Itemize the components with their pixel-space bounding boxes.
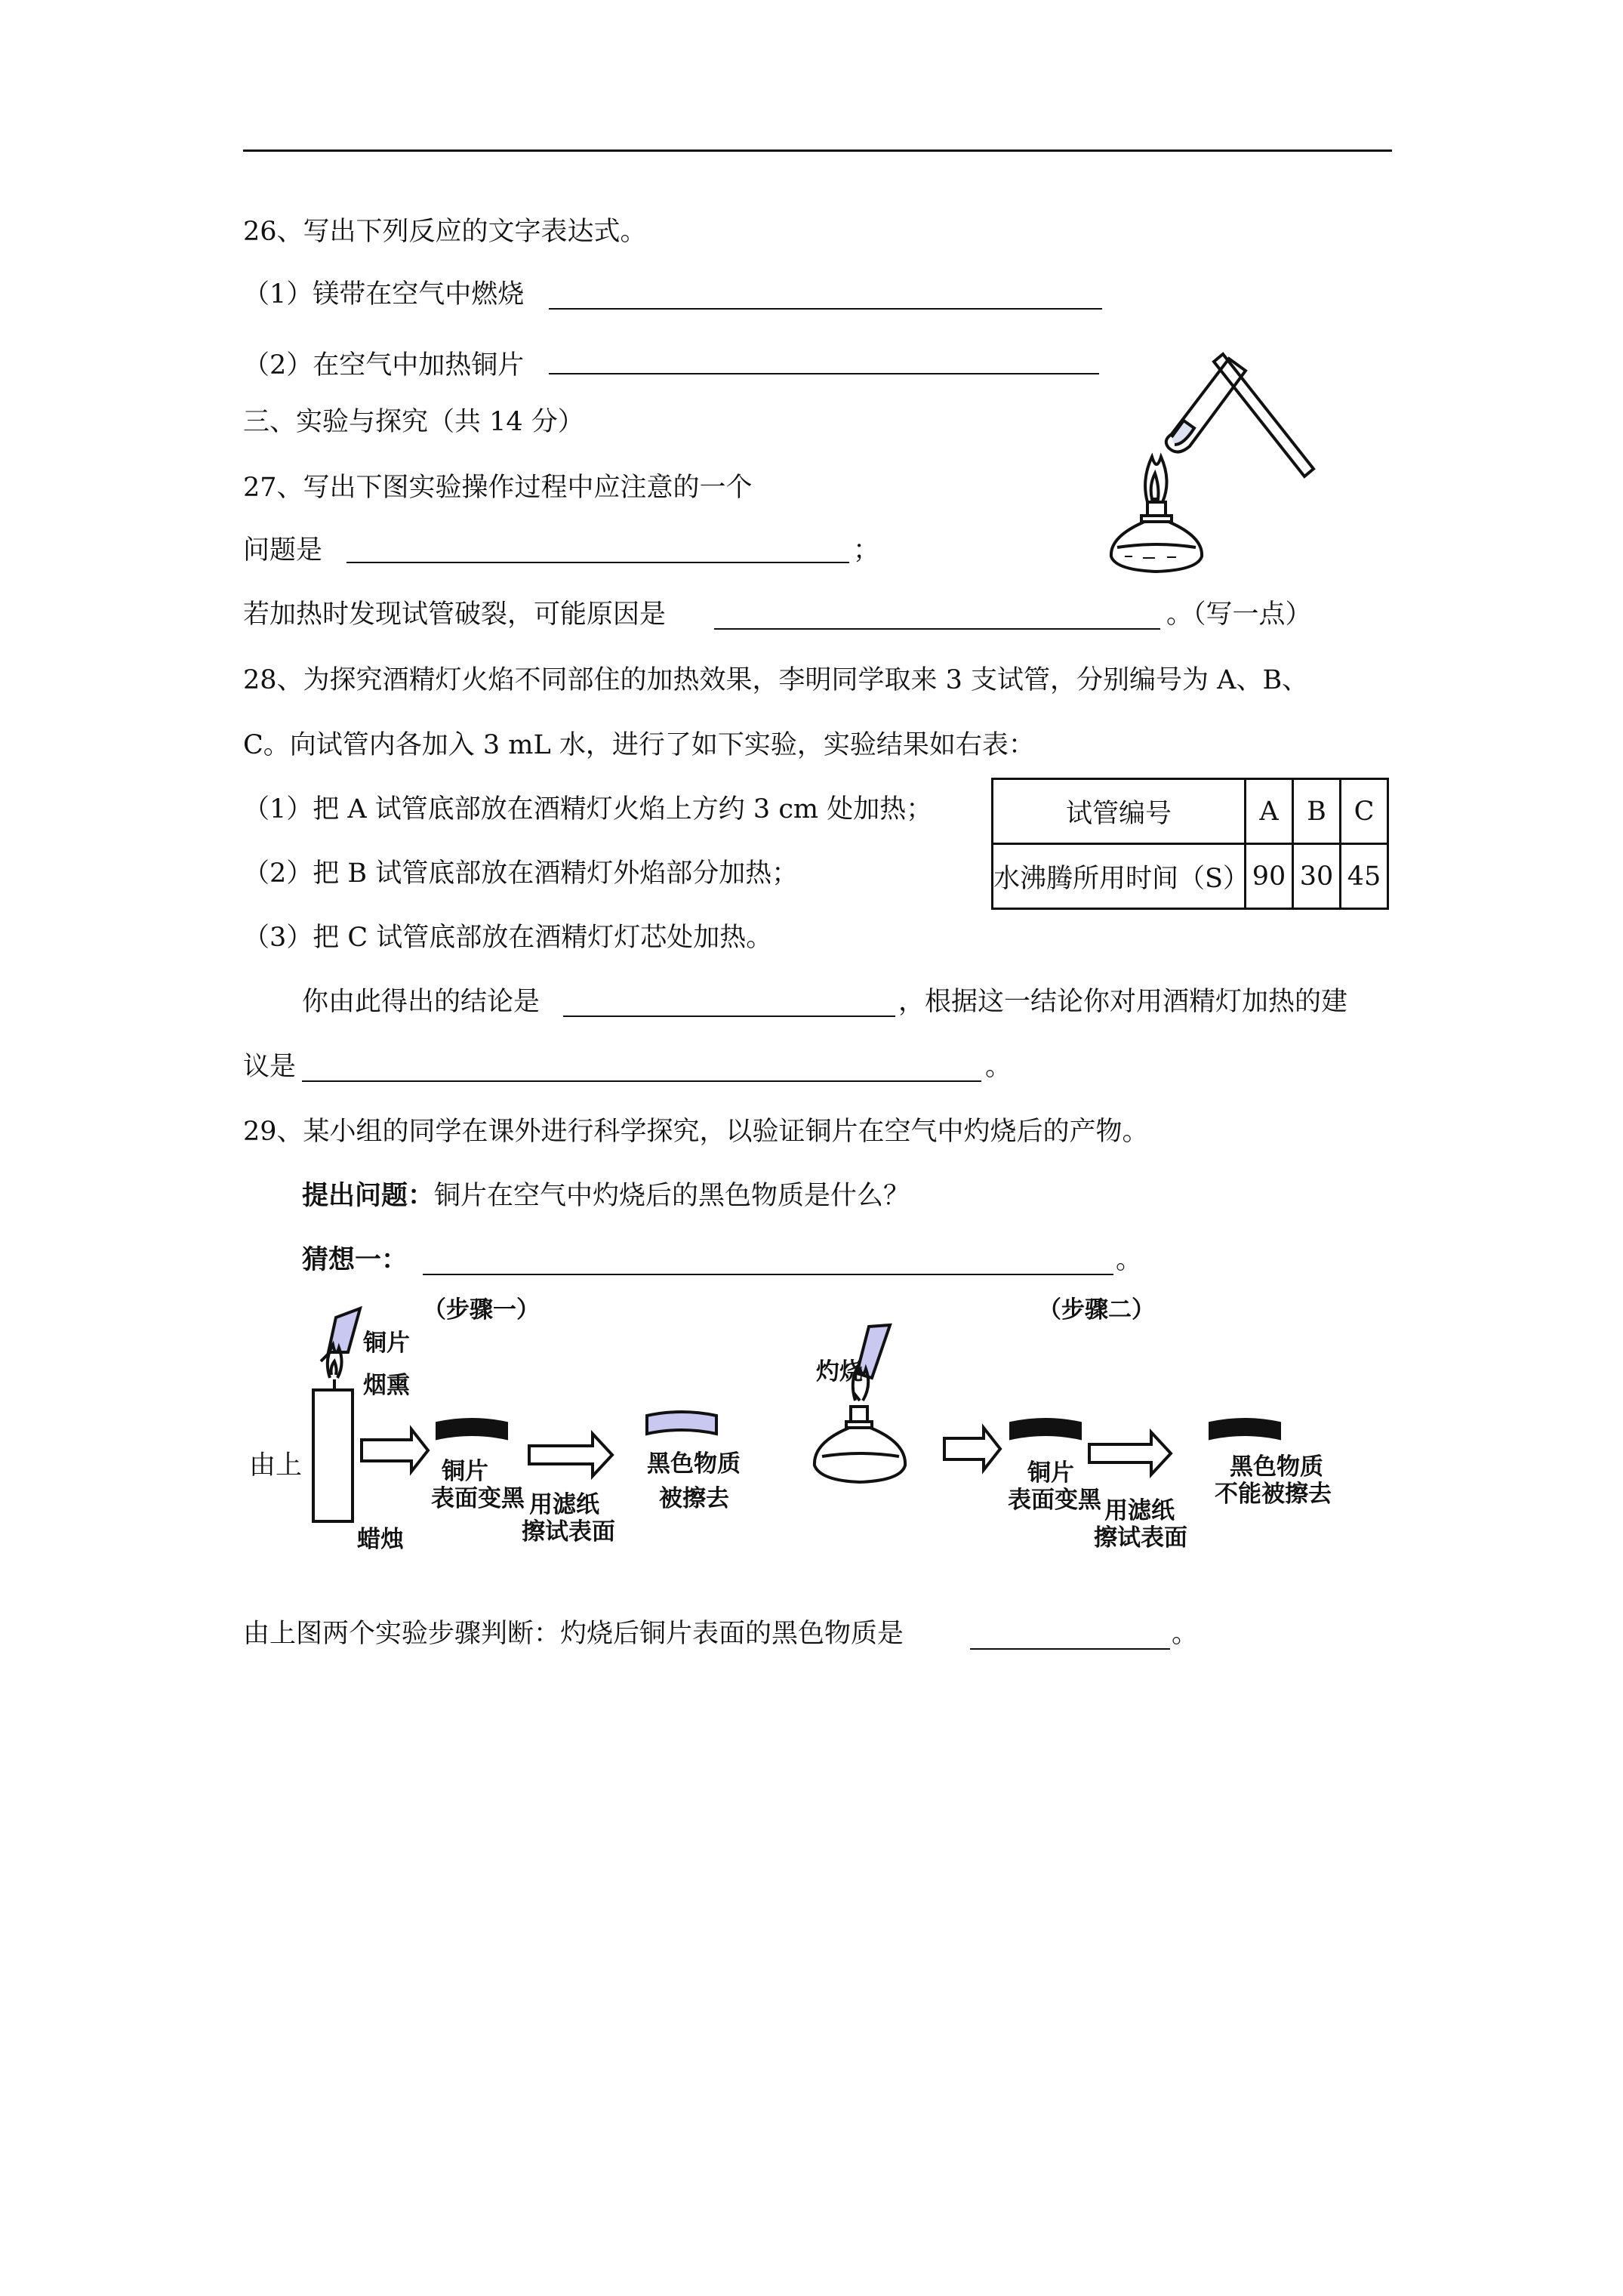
label-smoke: 烟熏 (363, 1372, 410, 1399)
step1-filter-l2: 擦试表面 (522, 1518, 615, 1546)
table-value-a: 90 (1246, 844, 1293, 909)
step1-surface-black-l2: 表面变黑 (431, 1485, 525, 1512)
label-copper: 铜片 (363, 1330, 410, 1357)
q28-stem-line1: 28、为探究酒精灯火焰不同部住的加热效果，李明同学取来 3 支试管，分别编号为 A、B、 (243, 665, 1309, 695)
boiling-time-table (991, 778, 1389, 910)
q26-item2: （2）在空气中加热铜片 (243, 350, 525, 381)
q29-question (302, 1178, 910, 1214)
q29-side-label: 由上 (249, 1450, 303, 1481)
q27-stem: 27、写出下图实验操作过程中应注意的一个 (243, 473, 753, 503)
q29-stem: 29、某小组的同学在课外进行科学探究，以验证铜片在空气中灼烧后的产物。 (243, 1117, 1149, 1147)
q28-conclusion-prefix: 你由此得出的结论是 (302, 987, 540, 1017)
q28-suggest-prefix: 议是 (243, 1052, 297, 1082)
q29-question-text: 铜片在空气中灼烧后的黑色物质是什么？ (434, 1181, 910, 1211)
step2-black-l1: 黑色物质 (1230, 1453, 1323, 1481)
q27-line2-prefix: 问题是 (243, 535, 323, 566)
q29-final-prefix: 由上图两个实验步骤判断：灼烧后铜片表面的黑色物质是 (243, 1619, 904, 1649)
step1-black-l1: 黑色物质 (647, 1450, 741, 1478)
label-candle: 蜡烛 (357, 1526, 404, 1553)
header-rule (243, 149, 1392, 152)
table-col-b: B (1293, 779, 1341, 844)
table-value-b: 30 (1293, 844, 1341, 909)
q27-line3-suffix: 。（写一点） (1166, 599, 1312, 630)
step1-title: （步骤一） (423, 1296, 540, 1324)
step2-surface-black-l2: 表面变黑 (1008, 1487, 1101, 1514)
table-row (993, 779, 1388, 844)
q26-item2-blank[interactable] (549, 373, 1099, 374)
table-col-a: A (1246, 779, 1293, 844)
q28-stem-line2: C。向试管内各加入 3 mL 水，进行了如下实验，实验结果如右表： (243, 730, 1035, 760)
table-header-label: 试管编号 (993, 779, 1246, 844)
q27-line2-suffix: ； (853, 535, 880, 566)
q29-guess-suffix: 。 (1116, 1245, 1143, 1275)
q28-step2: （2）把 B 试管底部放在酒精灯外焰部分加热； (243, 858, 799, 889)
q28-suggest-suffix: 。 (985, 1052, 1012, 1082)
step2-surface-black-l1: 铜片 (1027, 1459, 1074, 1487)
copper-experiment-figure (298, 1295, 1370, 1574)
q29-question-label: 提出问题： (302, 1180, 435, 1211)
label-burn: 灼烧 (816, 1358, 863, 1385)
step2-not-wiped: 不能被擦去 (1215, 1481, 1332, 1508)
q27-issue-blank[interactable] (346, 562, 849, 563)
table-row (993, 844, 1388, 909)
step2-filter-l1: 用滤纸 (1104, 1497, 1175, 1524)
table-value-c: 45 (1341, 844, 1388, 909)
step1-filter-l1: 用滤纸 (529, 1491, 599, 1518)
q28-step1: （1）把 A 试管底部放在酒精灯火焰上方约 3 cm 处加热； (243, 794, 933, 824)
q29-final-suffix: 。 (1172, 1619, 1199, 1649)
q28-step3: （3）把 C 试管底部放在酒精灯灯芯处加热。 (243, 923, 773, 953)
q28-conclusion-blank[interactable] (563, 1015, 895, 1017)
step2-title: （步骤二） (1038, 1296, 1155, 1324)
step1-wiped: 被擦去 (659, 1485, 729, 1512)
q29-guess-label: 猜想一： (302, 1244, 408, 1275)
q29-guess-blank[interactable] (423, 1274, 1113, 1275)
q26-stem: 26、写出下列反应的文字表达式。 (243, 217, 647, 247)
q28-conclusion-suffix: ，根据这一结论你对用酒精灯加热的建 (898, 987, 1348, 1017)
section3-title: 三、实验与探究（共 14 分） (243, 407, 584, 437)
step1-surface-black-l1: 铜片 (442, 1458, 488, 1485)
q27-line3-prefix: 若加热时发现试管破裂，可能原因是 (243, 599, 667, 630)
table-row-label: 水沸腾所用时间（S） (993, 844, 1246, 909)
q27-reason-blank[interactable] (714, 628, 1160, 630)
q26-item1-blank[interactable] (549, 308, 1102, 310)
q26-item1: （1）镁带在空气中燃烧 (243, 279, 525, 310)
step2-filter-l2: 擦试表面 (1094, 1524, 1187, 1552)
table-col-c: C (1341, 779, 1388, 844)
q29-final-blank[interactable] (970, 1648, 1170, 1650)
test-tube-heating-illustration (1102, 344, 1329, 578)
q28-suggest-blank[interactable] (302, 1080, 981, 1082)
